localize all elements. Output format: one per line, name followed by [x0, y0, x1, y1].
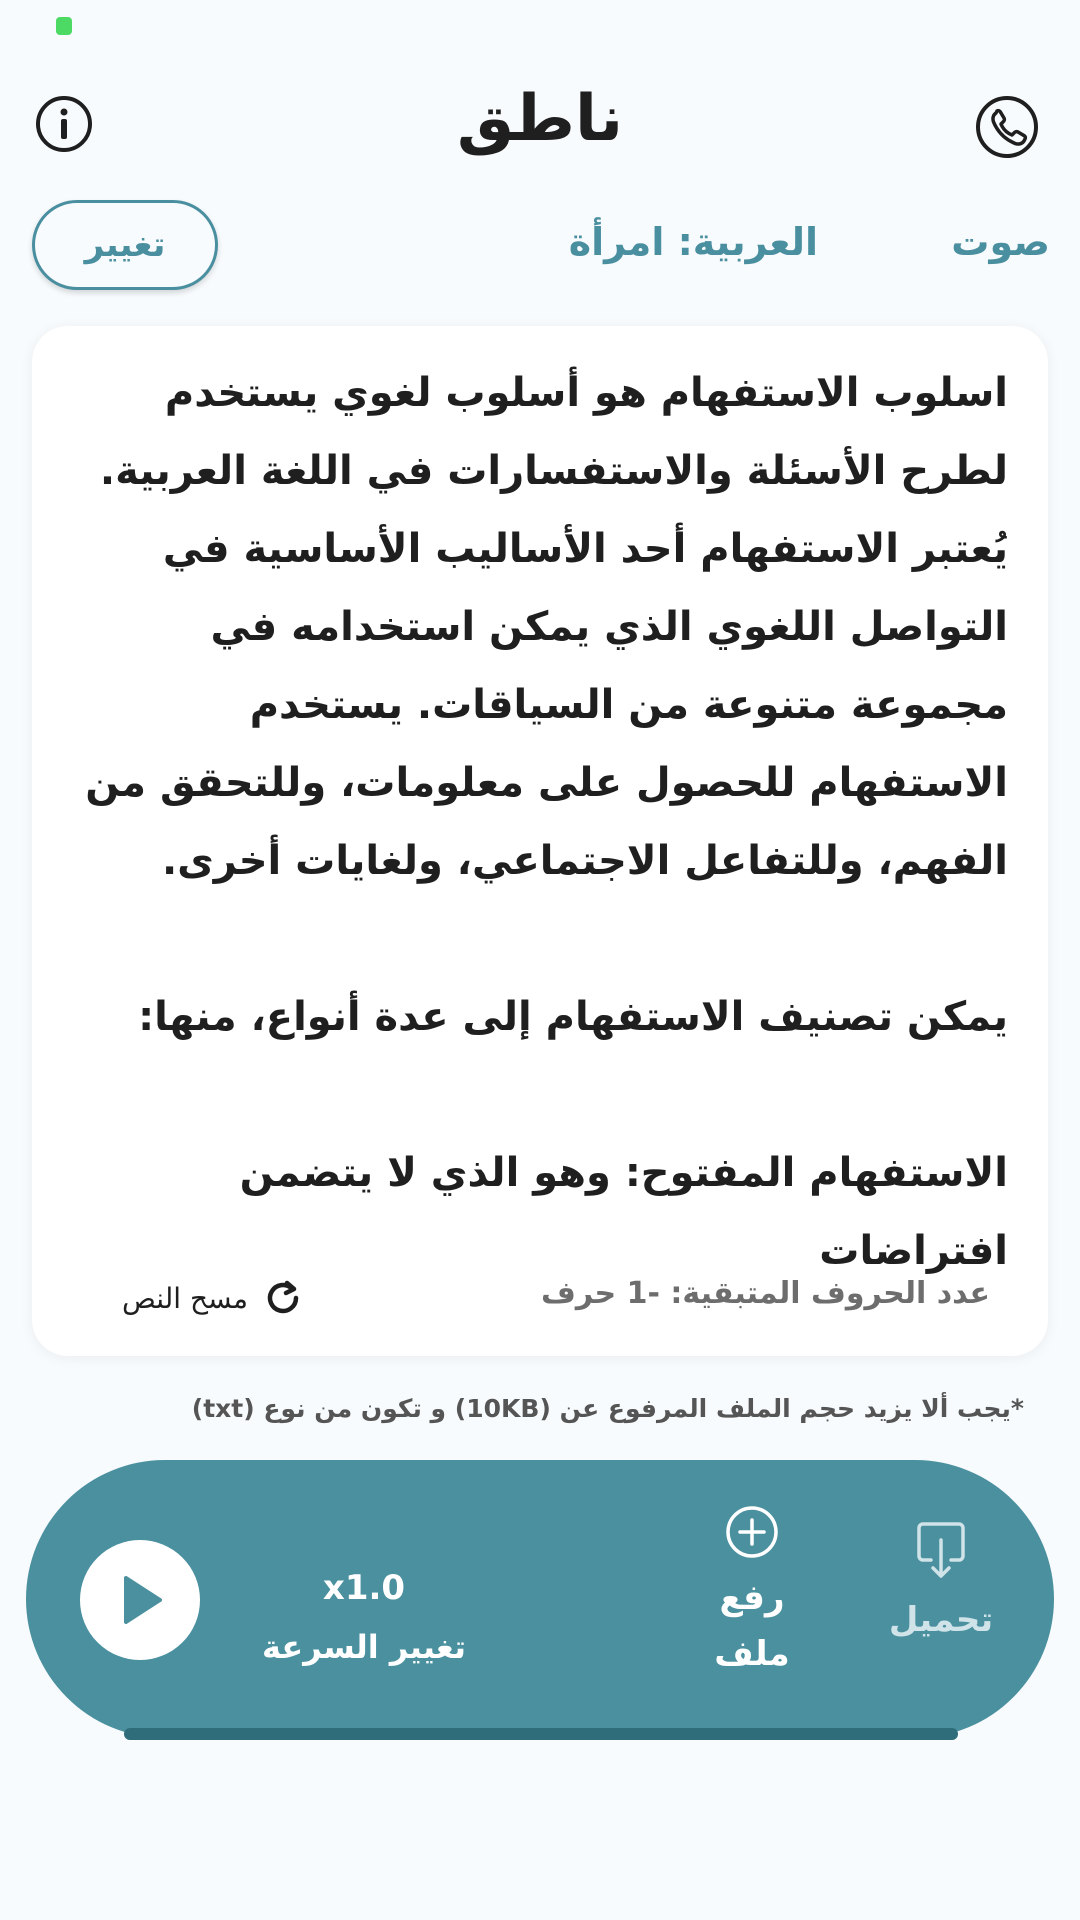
phone-icon — [974, 94, 1040, 160]
editor-footer — [72, 1266, 1008, 1326]
player-progress-track — [124, 1728, 958, 1740]
change-speed-button[interactable]: تغيير السرعة — [262, 1628, 466, 1666]
player-bar — [26, 1460, 1054, 1738]
voice-selector-row — [0, 196, 1080, 296]
selected-voice: العربية: امرأة — [568, 220, 818, 264]
download-button[interactable] — [866, 1520, 1016, 1700]
status-bar — [0, 0, 1080, 50]
app-header — [0, 70, 1080, 180]
status-indicator — [56, 17, 72, 35]
change-voice-button[interactable]: تغيير — [32, 200, 218, 290]
refresh-icon — [260, 1275, 306, 1321]
download-label: تحميل — [888, 1600, 994, 1640]
speed-value[interactable]: x1.0 — [322, 1568, 406, 1608]
call-button[interactable] — [974, 94, 1040, 160]
upload-file-label: رفع ملف — [714, 1578, 790, 1674]
download-icon — [915, 1520, 967, 1582]
upload-note: *يجب ألا يزيد حجم الملف المرفوع عن (10KB) و تكون من نوع (txt) — [191, 1394, 1024, 1423]
upload-file-button[interactable] — [702, 1504, 802, 1704]
play-button[interactable] — [80, 1540, 200, 1660]
add-circle-icon — [724, 1504, 780, 1560]
clear-text-label: مسح النص — [122, 1281, 249, 1315]
clear-text-button[interactable] — [122, 1270, 306, 1326]
voice-label: صوت — [951, 220, 1050, 264]
app-title: ناطق — [456, 82, 624, 156]
text-input-area[interactable]: اسلوب الاستفهام هو أسلوب لغوي يستخدم لطرح الأسئلة والاستفسارات في اللغة العربية. يُعتبر الاستفهام أحد الأساليب الأساسية في التواصل اللغوي الذي يمكن استخدامه في مجموعة متنوعة من السياقات. يستخدم الاستفهام للحصول على معلومات، وللتحقق من الفهم، وللتفاعل الاجتماعي، ولغايات أخرى. يمكن تصنيف الاستفهام إلى عدة أنواع، منها: الاستفهام المفتوح: وهو الذي لا يتضمن افتراضات — [85, 370, 1008, 1274]
remaining-chars-counter: عدد الحروف المتبقية: -1 حرف — [541, 1276, 990, 1311]
play-icon — [110, 1570, 170, 1630]
text-editor-card — [32, 326, 1048, 1356]
